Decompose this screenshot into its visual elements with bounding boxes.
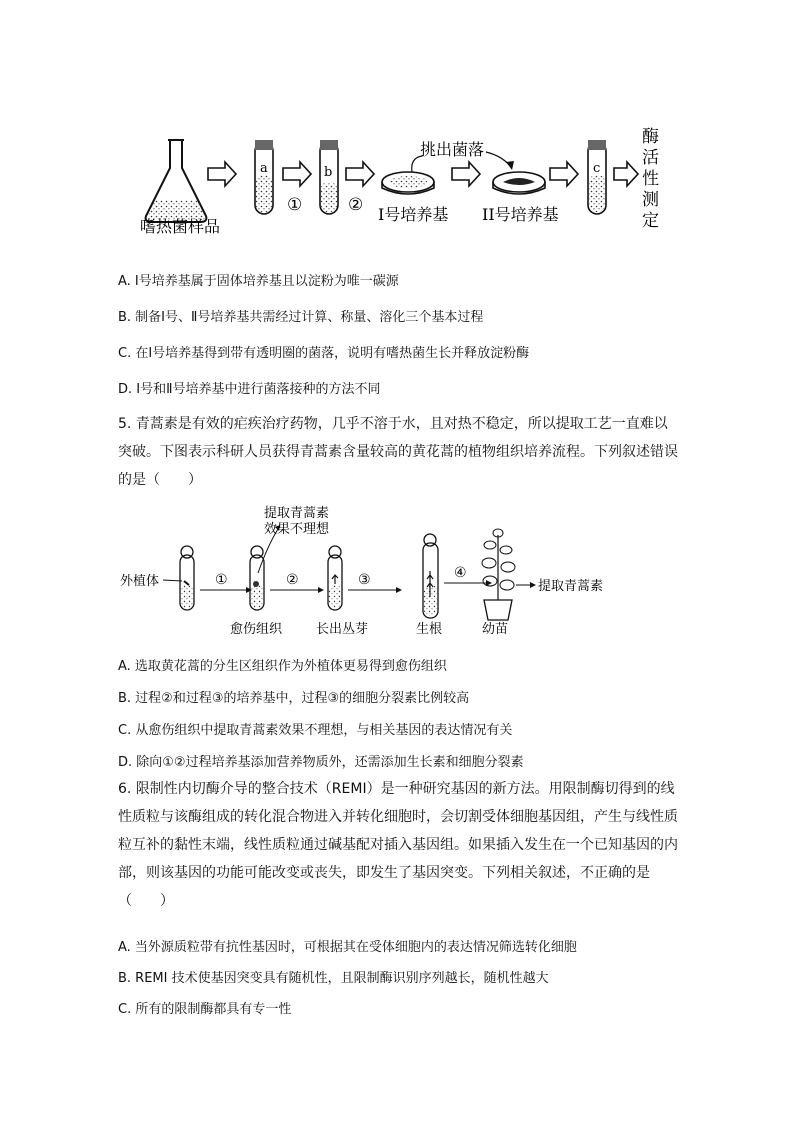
q5-line-3: 的是（ ） (118, 472, 202, 488)
q6-line-5: （ ） (118, 893, 174, 909)
seedling-label: 幼苗 (482, 622, 509, 637)
extract-top-2: 效果不理想 (264, 522, 330, 537)
q5-option-d: D. 除向①②过程培养基添加营养物质外，还需添加生长素和细胞分裂素 (118, 755, 524, 770)
q4-option-d: D. Ⅰ号和Ⅱ号培养基中进行菌落接种的方法不同 (118, 382, 381, 397)
step-4-label: ④ (454, 565, 467, 581)
step-1: ① (287, 195, 303, 215)
q4-option-a: A. Ⅰ号培养基属于固体培养基且以淀粉为唯一碳源 (118, 274, 399, 289)
assay-char-4: 测 (642, 190, 659, 210)
medium-2-label: II号培养基 (482, 205, 559, 224)
q6-line-3: 粒互补的黏性末端，线性质粒通过碱基配对插入基因组。如果插入发生在一个已知基因的内 (118, 837, 678, 853)
q4-option-b: B. 制备Ⅰ号、Ⅱ号培养基共需经过计算、称量、溶化三个基本过程 (118, 310, 484, 325)
q6-line-1: 6. 限制性内切酶介导的整合技术（REMI）是一种研究基因的新方法。用限制酶切得到的线 (118, 781, 675, 797)
q6-option-b: B. REMI 技术使基因突变具有随机性，且限制酶识别序列越长，随机性越大 (118, 971, 549, 986)
culture-tube-1 (180, 546, 194, 610)
culture-tube-3 (328, 546, 342, 610)
q5-stem (118, 410, 688, 494)
assay-char-2: 活 (642, 148, 659, 168)
test-tube-a (255, 140, 273, 214)
q4-option-c: C. 在Ⅰ号培养基得到带有透明圈的菌落，说明有嗜热菌生长并释放淀粉酶 (118, 346, 530, 361)
tube-a-label: a (260, 161, 268, 176)
medium-1-label: I号培养基 (378, 205, 449, 224)
shoots-label: 长出丛芽 (316, 622, 369, 637)
q5-line-1: 5. 青蒿素是有效的疟疾治疗药物，几乎不溶于水，且对热不稳定，所以提取工艺一直难以 (118, 416, 668, 432)
petri-dish-2 (493, 172, 545, 194)
q5-option-c: C. 从愈伤组织中提取青蒿素效果不理想，与相关基因的表达情况有关 (118, 723, 513, 738)
tube-c-label: c (593, 161, 601, 176)
q5-option-a: A. 选取黄花蒿的分生区组织作为外植体更易得到愈伤组织 (118, 659, 447, 674)
step-2-label: ② (286, 572, 299, 588)
extract-top-1: 提取青蒿素 (264, 506, 330, 521)
assay-char-5: 定 (642, 211, 659, 231)
figure-tissue-culture (118, 505, 638, 645)
explant-label: 外植体 (120, 574, 160, 589)
assay-char-3: 性 (642, 169, 659, 189)
q6-stem (118, 775, 688, 915)
culture-tube-4 (423, 534, 438, 618)
step-3-label: ③ (358, 572, 371, 588)
test-tube-b (320, 140, 338, 214)
q6-option-c: C. 所有的限制酶都具有专一性 (118, 1002, 292, 1017)
arrow-icon (550, 162, 578, 186)
sample-label: 嗜热菌样品 (140, 217, 221, 236)
extract-right: 提取青蒿素 (538, 579, 604, 594)
flask-icon (146, 140, 207, 222)
step-2: ② (348, 195, 364, 215)
pick-label: 挑出菌落 (420, 140, 485, 159)
q5-option-b: B. 过程②和过程③的培养基中，过程③的细胞分裂素比例较高 (118, 691, 470, 706)
arrow-icon (208, 162, 236, 186)
arrow-icon (614, 162, 638, 186)
culture-tube-2 (250, 546, 264, 610)
q5-line-2: 突破。下图表示科研人员获得青蒿素含量较高的黄花蒿的植物组织培养流程。下列叙述错误 (118, 444, 678, 460)
arrow-icon (452, 162, 480, 186)
test-tube-c (588, 140, 606, 214)
arrow-icon (346, 162, 374, 186)
q6-line-4: 部，则该基因的功能可能改变或丧失，即发生了基因突变。下列相关叙述，不正确的是 (118, 865, 650, 881)
petri-dish-1 (382, 172, 434, 194)
assay-char-1: 酶 (642, 127, 659, 147)
q6-line-2: 性质粒与该酶组成的转化混合物进入并转化细胞时，会切割受体细胞基因组，产生与线性质 (118, 809, 678, 825)
arrow-icon (283, 162, 311, 186)
roots-label: 生根 (416, 622, 443, 637)
seedling-icon (482, 529, 515, 620)
callus-label: 愈伤组织 (230, 622, 283, 637)
step-1-label: ① (215, 572, 228, 588)
tube-b-label: b (324, 165, 333, 180)
q6-option-a: A. 当外源质粒带有抗性基因时，可根据其在受体细胞内的表达情况筛选转化细胞 (118, 940, 577, 955)
figure-thermophile-screening (130, 120, 670, 245)
